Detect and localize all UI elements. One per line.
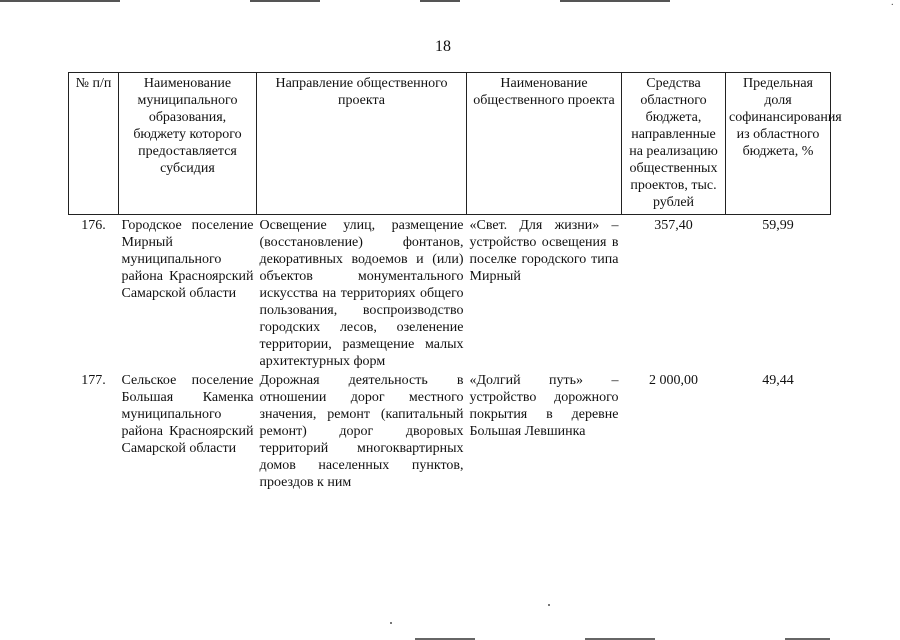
row-regional-funds: 357,40	[654, 218, 693, 233]
row-direction: Освещение улиц, размещение (восстановление) фонтанов, декоративных водоемов и (или) объектов монументального искусства на территориях общего пользования, воспроизводство городских лесов, озеленение территории, размещение малых архитектурных форм	[259, 218, 464, 369]
table-header-row	[69, 73, 831, 215]
row-cofinancing-share: 49,44	[762, 373, 794, 388]
scan-speck	[548, 604, 550, 606]
header-project-name: Наименование общественного проекта	[467, 73, 622, 215]
header-municipality: Наименование муниципального образования, бюджету которого предоставляется субсидия	[119, 73, 257, 215]
row-project-name: «Свет. Для жизни» – устройство освещения в поселке городского типа Мирный	[469, 218, 619, 284]
scan-speck	[390, 622, 392, 624]
table-row	[69, 217, 831, 370]
row-direction: Дорожная деятельность в отношении дорог местного значения, ремонт (капитальный ремонт) дорог дворовых территорий многоквартирных домов населенных пунктов, проездов к ним	[259, 373, 464, 490]
subsidy-table	[68, 72, 842, 491]
row-regional-funds: 2 000,00	[649, 373, 698, 388]
row-number: 176.	[81, 218, 106, 233]
page-number: 18	[435, 38, 451, 55]
row-cofinancing-share: 59,99	[762, 218, 794, 233]
row-number: 177.	[81, 373, 106, 388]
row-municipality: Городское поселение Мирный муниципального района Красноярский Самарской области	[121, 218, 254, 301]
scan-corner-mark: ·	[890, 0, 894, 11]
scan-bottom-edge	[0, 636, 900, 640]
header-regional-funds: Средства областного бюджета, направленные на реализацию общественных проектов, тыс. рублей	[622, 73, 726, 215]
header-number: № п/п	[69, 73, 119, 215]
header-cofinancing-share: Предельная доля софинансирования из областного бюджета, %	[726, 73, 831, 215]
scan-top-edge	[0, 0, 900, 4]
header-direction: Направление общественного проекта	[257, 73, 467, 215]
row-project-name: «Долгий путь» – устройство дорожного покрытия в деревне Большая Левшинка	[469, 373, 619, 439]
row-municipality: Сельское поселение Большая Каменка муниципального района Красноярский Самарской области	[121, 373, 254, 456]
table-row	[69, 372, 831, 491]
